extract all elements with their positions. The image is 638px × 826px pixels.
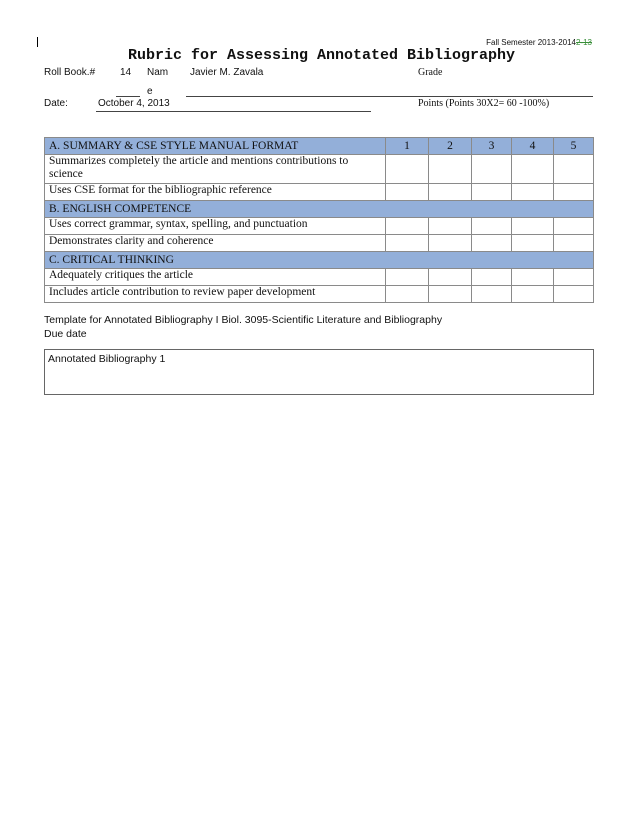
score-cell[interactable] xyxy=(512,155,554,184)
score-cell[interactable] xyxy=(429,235,472,252)
grade-label: Grade xyxy=(418,67,443,78)
score-cell[interactable] xyxy=(386,235,429,252)
score-cell[interactable] xyxy=(386,155,429,184)
rubric-table xyxy=(44,137,594,303)
table-row xyxy=(45,235,594,252)
score-cell[interactable] xyxy=(472,184,512,201)
score-cell[interactable] xyxy=(472,286,512,303)
name-underline-short xyxy=(116,96,140,97)
criterion-label: Summarizes completely the article and mentions contributions to science xyxy=(45,155,386,184)
score-cell[interactable] xyxy=(512,184,554,201)
score-header-4: 4 xyxy=(512,138,554,155)
criterion-label: Demonstrates clarity and coherence xyxy=(45,235,386,252)
section-header-row xyxy=(45,138,594,155)
template-line-text: Template for Annotated Bibliography I Biol. 3095-Scientific Literature and Bibliography xyxy=(44,314,443,326)
page-title: Rubric for Assessing Annotated Bibliography xyxy=(128,47,516,64)
section-heading: A. SUMMARY & CSE STYLE MANUAL FORMAT xyxy=(45,138,386,155)
name-value[interactable]: Javier M. Zavala xyxy=(190,67,264,78)
date-value[interactable]: October 4, 2013 xyxy=(98,98,170,109)
table-row xyxy=(45,286,594,303)
score-cell[interactable] xyxy=(386,286,429,303)
date-underline xyxy=(96,111,371,112)
template-info xyxy=(44,313,442,341)
score-cell[interactable] xyxy=(386,218,429,235)
points-label: Points (Points 30X2= 60 -100%) xyxy=(418,98,550,109)
name-label-continued: e xyxy=(147,86,153,97)
section-header-row xyxy=(45,201,594,218)
score-cell[interactable] xyxy=(472,218,512,235)
score-cell[interactable] xyxy=(386,269,429,286)
score-cell[interactable] xyxy=(429,286,472,303)
criterion-label: Uses correct grammar, syntax, spelling, and punctuation xyxy=(45,218,386,235)
score-cell[interactable] xyxy=(512,286,554,303)
score-cell[interactable] xyxy=(554,286,594,303)
score-cell[interactable] xyxy=(554,269,594,286)
score-header-1: 1 xyxy=(386,138,429,155)
score-cell[interactable] xyxy=(554,155,594,184)
score-cell[interactable] xyxy=(512,218,554,235)
section-heading: B. ENGLISH COMPETENCE xyxy=(45,201,594,218)
score-cell[interactable] xyxy=(512,269,554,286)
score-cell[interactable] xyxy=(512,235,554,252)
score-cell[interactable] xyxy=(472,269,512,286)
score-header-5: 5 xyxy=(554,138,594,155)
table-row xyxy=(45,269,594,286)
name-label: Nam xyxy=(147,67,169,78)
section-header-row xyxy=(45,252,594,269)
due-date-label: Due date xyxy=(44,328,87,340)
name-underline xyxy=(186,96,593,97)
annotated-bibliography-box[interactable] xyxy=(44,349,594,395)
score-cell[interactable] xyxy=(472,235,512,252)
table-row xyxy=(45,218,594,235)
table-row xyxy=(45,155,594,184)
date-label: Date: xyxy=(44,98,68,109)
criterion-label: Adequately critiques the article xyxy=(45,269,386,286)
score-cell[interactable] xyxy=(429,184,472,201)
score-cell[interactable] xyxy=(554,218,594,235)
score-cell[interactable] xyxy=(472,155,512,184)
score-header-3: 3 xyxy=(472,138,512,155)
roll-book-value[interactable]: 14 xyxy=(120,67,132,78)
score-cell[interactable] xyxy=(429,218,472,235)
score-header-2: 2 xyxy=(429,138,472,155)
score-cell[interactable] xyxy=(429,155,472,184)
score-cell[interactable] xyxy=(554,184,594,201)
table-row xyxy=(45,184,594,201)
semester-header xyxy=(486,38,592,47)
section-heading: C. CRITICAL THINKING xyxy=(45,252,594,269)
score-cell[interactable] xyxy=(386,184,429,201)
box-title: Annotated Bibliography 1 xyxy=(48,353,166,365)
text-cursor-mark xyxy=(37,37,38,47)
score-cell[interactable] xyxy=(554,235,594,252)
criterion-label: Uses CSE format for the bibliographic reference xyxy=(45,184,386,201)
criterion-label: Includes article contribution to review paper development xyxy=(45,286,386,303)
score-cell[interactable] xyxy=(429,269,472,286)
roll-book-label: Roll Book.# xyxy=(44,67,96,78)
semester-struck-text: 2-13 xyxy=(575,38,592,47)
semester-text: Fall Semester 2013-2014 xyxy=(486,38,576,47)
